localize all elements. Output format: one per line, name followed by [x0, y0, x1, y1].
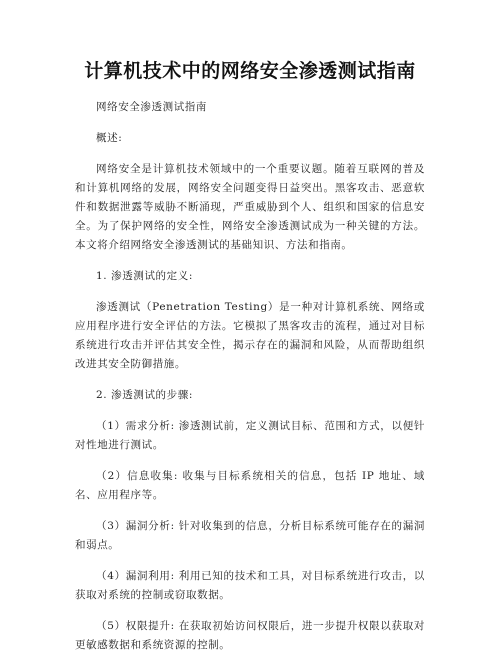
step-4-paragraph: （4）漏洞利用: 利用已知的技术和工具，对目标系统进行攻击，以获取对系统的控制或窃取数据。 [75, 570, 425, 601]
overview-heading: 概述: [96, 132, 123, 144]
document-title: 计算机技术中的网络安全渗透测试指南 [84, 60, 416, 82]
step-1-paragraph: （1）需求分析: 渗透测试前，定义测试目标、范围和方式，以便针对性地进行测试。 [75, 420, 425, 451]
step-5-paragraph: （5）权限提升: 在获取初始访问权限后，进一步提升权限以获取对更敏感数据和系统资源的控制。 [75, 620, 425, 651]
step-2-paragraph: （2）信息收集: 收集与目标系统相关的信息，包括 IP 地址、域名、应用程序等。 [75, 470, 425, 501]
section-2-heading: 2. 渗透测试的步骤: [96, 389, 193, 401]
overview-paragraph: 网络安全是计算机技术领域中的一个重要议题。随着互联网的普及和计算机网络的发展，网络安全问题变得日益突出。黑客攻击、恶意软件和数据泄露等威胁不断涌现，严重威胁到个人、组织和国家的信息安全。为了保护网络的安全性，网络安全渗透测试成为一种关键的方法。本文将介绍网络安全渗透测试的基础知识、方法和指南。 [75, 163, 425, 251]
step-3-paragraph: （3）漏洞分析: 针对收集到的信息，分析目标系统可能存在的漏洞和弱点。 [75, 520, 425, 551]
section-1-heading: 1. 渗透测试的定义: [96, 270, 193, 282]
document-body [75, 98, 425, 667]
subtitle-paragraph: 网络安全渗透测试指南 [96, 101, 207, 113]
definition-paragraph: 渗透测试（Penetration Testing）是一种对计算机系统、网络或应用程序进行安全评估的方法。它模拟了黑客攻击的流程，通过对目标系统进行攻击并评估其安全性，揭示存在的漏洞和风险，从而帮助组织改进其安全防御措施。 [75, 301, 425, 370]
